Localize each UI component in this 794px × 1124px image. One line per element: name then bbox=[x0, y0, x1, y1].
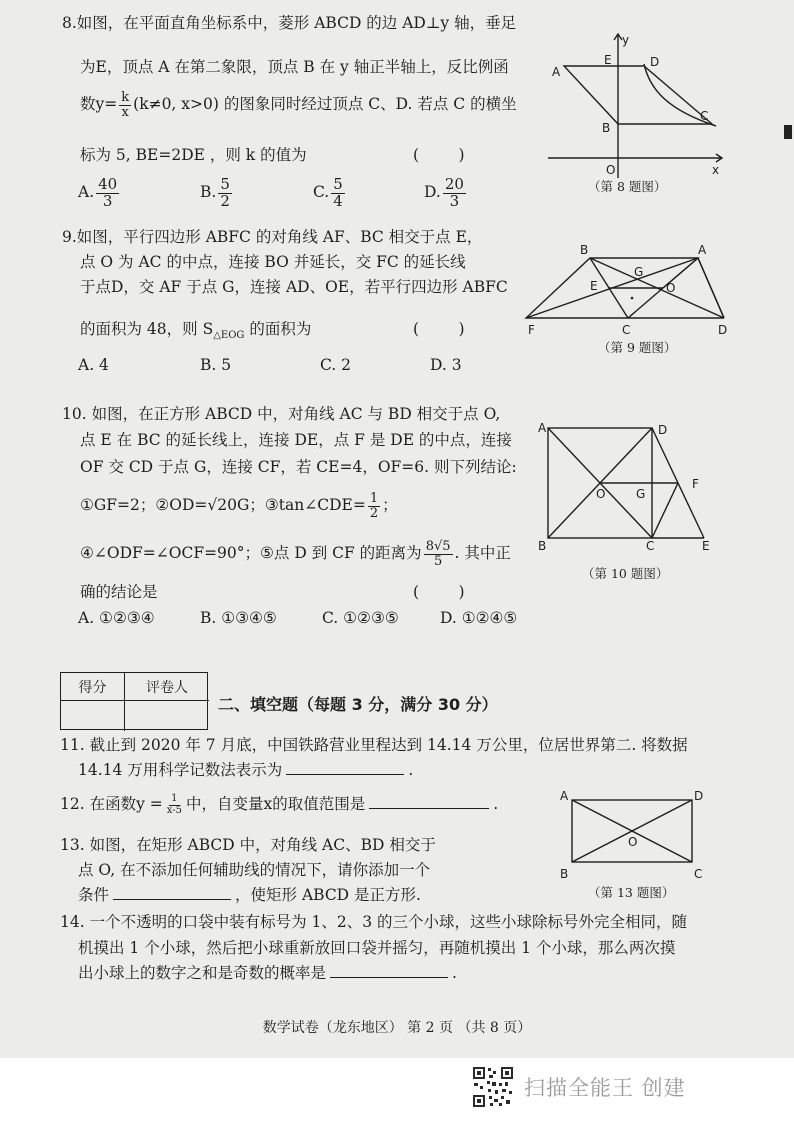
q8-line4: 标为 5, BE=2DE ，则 k 的值为 bbox=[80, 146, 307, 164]
q8-line3: 数y= $\frac{k}{x}$ (k≠0, x>0) 的图象同时经过顶点 C、D. 若点 C 的横坐 bbox=[80, 90, 517, 120]
q10-label-b: B bbox=[538, 539, 547, 553]
scan-edge-mark bbox=[784, 125, 792, 139]
q8-figure bbox=[540, 28, 730, 180]
q9-option-c[interactable]: C. 2 bbox=[320, 356, 352, 374]
q9-label-a: A bbox=[698, 243, 707, 257]
q14-answer-blank[interactable] bbox=[330, 976, 448, 978]
q10-figure bbox=[534, 418, 720, 554]
q8-option-c[interactable]: C. $\frac{5}{4}$ bbox=[313, 175, 343, 210]
q10-conclusions-2: ④∠ODF=∠OCF=90°；⑤点 D 到 CF 的距离为 $\frac{8√5}{5}$ . 其中正 bbox=[80, 539, 511, 569]
q10-label-f: F bbox=[692, 477, 699, 491]
q9-label-f: F bbox=[528, 323, 535, 337]
qr-code-icon bbox=[472, 1066, 514, 1108]
q12-line: 12. 在函数y = $\frac{1}{x-5}$ 中，自变量x的取值范围是 . bbox=[60, 793, 499, 816]
q8-option-a[interactable]: A. $\frac{40}{3}$ bbox=[78, 175, 118, 210]
q8-label-c: C bbox=[700, 109, 709, 123]
q14-line1: 14. 一个不透明的口袋中装有标号为 1、2、3 的三个小球，这些小球除标号外完全相同，随 bbox=[60, 913, 688, 931]
q9-label-o: O bbox=[666, 281, 676, 295]
q8-option-b[interactable]: B. $\frac{5}{2}$ bbox=[200, 175, 230, 210]
q8-line2: 为E，顶点 A 在第二象限，顶点 B 在 y 轴正半轴上，反比例函 bbox=[80, 58, 509, 76]
q10-caption: （第 10 题图） bbox=[582, 566, 669, 581]
q10-label-g: G bbox=[636, 487, 646, 501]
q8-label-o: O bbox=[606, 163, 616, 177]
q13-label-a: A bbox=[560, 789, 569, 803]
q13-answer-blank[interactable] bbox=[113, 898, 231, 900]
q10-line1: 10. 如图，在正方形 ABCD 中，对角线 AC 与 BD 相交于点 O, bbox=[62, 405, 501, 423]
q10-label-c: C bbox=[646, 539, 655, 553]
q9-line3: 于点D，交 AF 于点 G，连接 AD、OE，若平行四边形 ABFC bbox=[80, 278, 508, 296]
q8-label-d: D bbox=[650, 55, 660, 69]
q9-answer-paren: ( ) bbox=[413, 320, 465, 338]
q13-label-b: B bbox=[560, 867, 569, 880]
q13-label-c: C bbox=[694, 867, 703, 880]
q8-label-e: E bbox=[604, 53, 612, 67]
q10-option-a[interactable]: A. ①②③④ bbox=[78, 609, 155, 627]
q8-label-x: x bbox=[712, 163, 720, 177]
q8-label-b: B bbox=[602, 121, 611, 135]
q13-label-o: O bbox=[628, 835, 638, 849]
q13-line3: 条件 ，使矩形 ABCD 是正方形. bbox=[78, 886, 421, 904]
q11-answer-blank[interactable] bbox=[286, 773, 404, 775]
page-footer: 数学试卷（龙东地区） 第 2 页 （共 8 页） bbox=[262, 1020, 532, 1036]
score-table bbox=[60, 672, 208, 730]
q13-caption: （第 13 题图） bbox=[588, 885, 675, 900]
grader-header: 评卷人 bbox=[125, 673, 209, 701]
q11-line2: 14.14 万用科学记数法表示为 . bbox=[78, 761, 414, 779]
q8-label-y: y bbox=[622, 33, 630, 47]
q8-line1: 8.如图，在平面直角坐标系中，菱形 ABCD 的边 AD⊥y 轴，垂足 bbox=[62, 14, 517, 32]
q10-line3: OF 交 CD 于点 G，连接 CF，若 CE=4，OF=6. 则下列结论: bbox=[80, 458, 517, 476]
q10-option-c[interactable]: C. ①②③⑤ bbox=[322, 609, 399, 627]
score-header: 得分 bbox=[61, 673, 125, 701]
q8-function-fraction: $\frac{k}{x}$ bbox=[121, 90, 130, 120]
q9-label-g: G bbox=[634, 265, 644, 279]
q10-line6: 确的结论是 bbox=[80, 583, 158, 601]
q9-line4: 的面积为 48，则 $S_{\triangle EOG}$ 的面积为 bbox=[80, 320, 312, 342]
q8-label-a: A bbox=[552, 65, 561, 79]
q13-line1: 13. 如图，在矩形 ABCD 中，对角线 AC、BD 相交于 bbox=[60, 836, 436, 854]
q8-option-d[interactable]: D. $\frac{20}{3}$ bbox=[424, 175, 464, 210]
q9-caption: （第 9 题图） bbox=[598, 340, 677, 355]
q9-option-a[interactable]: A. 4 bbox=[78, 356, 109, 374]
q10-option-d[interactable]: D. ①②④⑤ bbox=[440, 609, 518, 627]
q14-line3: 出小球上的数字之和是奇数的概率是 . bbox=[78, 964, 457, 982]
q9-label-e: E bbox=[590, 279, 598, 293]
q14-line2: 机摸出 1 个小球，然后把小球重新放回口袋并摇匀，再随机摸出 1 个小球，那么两次摸 bbox=[78, 939, 676, 957]
q10-label-a: A bbox=[538, 421, 547, 435]
q8-caption: （第 8 题图） bbox=[588, 179, 667, 194]
q9-option-b[interactable]: B. 5 bbox=[200, 356, 232, 374]
score-cell[interactable] bbox=[61, 701, 125, 731]
section-title: 二、填空题（每题 3 分，满分 30 分） bbox=[218, 695, 498, 714]
q13-label-d: D bbox=[694, 789, 704, 803]
scanner-watermark bbox=[472, 1066, 686, 1108]
q9-label-b: B bbox=[580, 243, 589, 257]
q10-conclusions-1: ①GF=2；②OD=√20G；③tan∠CDE= $\frac{1}{2}$ ； bbox=[80, 491, 398, 521]
q9-figure bbox=[520, 238, 740, 344]
q10-label-d: D bbox=[658, 423, 668, 437]
q13-figure bbox=[556, 788, 706, 880]
q12-function-fraction: $\frac{1}{x-5}$ bbox=[166, 793, 182, 816]
q10-label-o: O bbox=[596, 487, 606, 501]
q9-label-d: D bbox=[718, 323, 728, 337]
q9-option-d[interactable]: D. 3 bbox=[430, 356, 462, 374]
q13-line2: 点 O, 在不添加任何辅助线的情况下，请你添加一个 bbox=[78, 861, 431, 879]
q9-line2: 点 O 为 AC 的中点，连接 BO 并延长，交 FC 的延长线 bbox=[80, 253, 466, 271]
q10-answer-paren: ( ) bbox=[413, 583, 465, 601]
watermark-text: 扫描全能王 创建 bbox=[524, 1076, 686, 1100]
q12-answer-blank[interactable] bbox=[369, 807, 489, 809]
grader-cell[interactable] bbox=[125, 701, 209, 731]
q11-line1: 11. 截止到 2020 年 7 月底，中国铁路营业里程达到 14.14 万公里，位居世界第二. 将数据 bbox=[60, 736, 688, 754]
q10-label-e: E bbox=[702, 539, 710, 553]
q10-option-b[interactable]: B. ①③④⑤ bbox=[200, 609, 277, 627]
q8-answer-paren: ( ) bbox=[413, 146, 465, 164]
q9-label-c: C bbox=[622, 323, 631, 337]
q9-line1: 9.如图，平行四边形 ABFC 的对角线 AF、BC 相交于点 E， bbox=[62, 228, 483, 246]
q10-line2: 点 E 在 BC 的延长线上，连接 DE，点 F 是 DE 的中点，连接 bbox=[80, 431, 512, 449]
